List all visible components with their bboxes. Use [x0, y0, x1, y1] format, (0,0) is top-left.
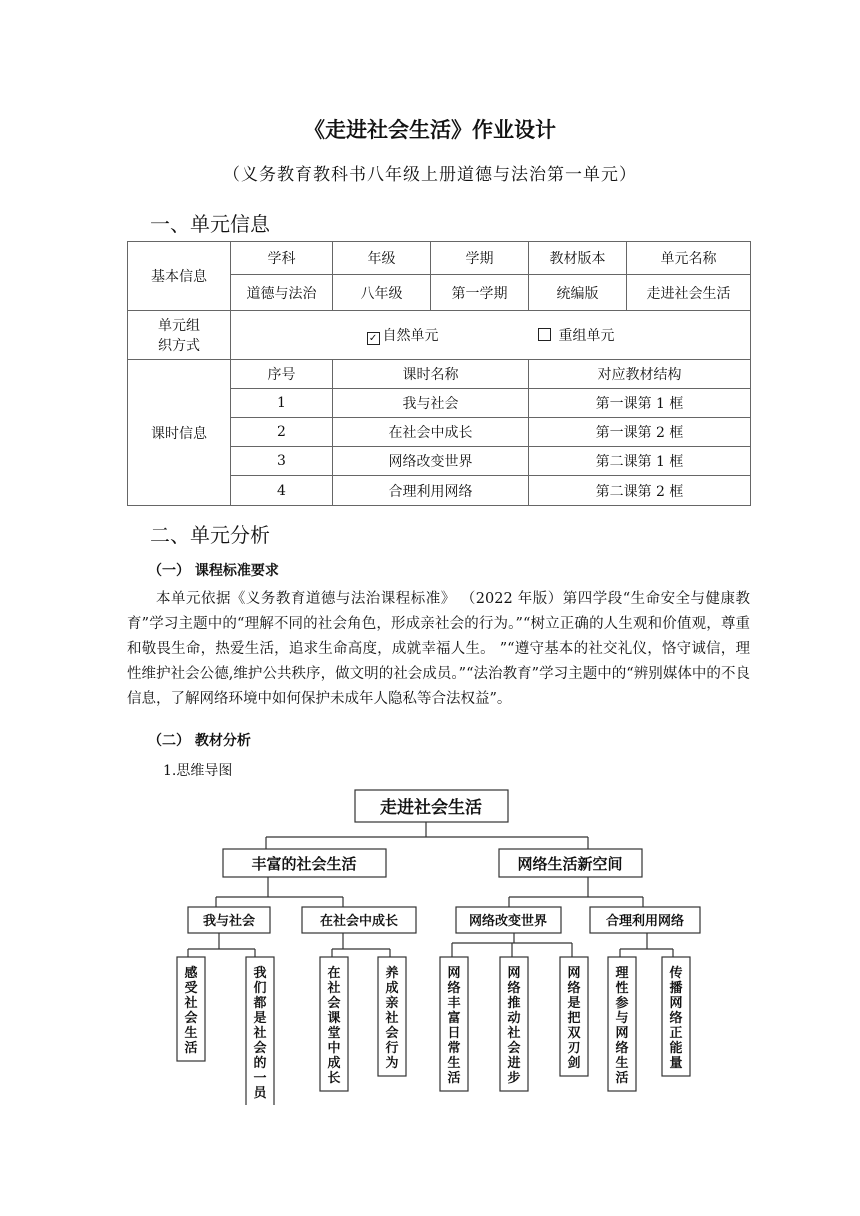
mindmap-leaf: 传播网络正能量 — [669, 966, 683, 1071]
lesson-info-label: 课时信息 — [128, 360, 231, 506]
header-cell: 学科 — [231, 242, 333, 275]
lesson-no: 3 — [231, 447, 333, 476]
document-title: 《走进社会生活》作业设计 — [304, 118, 556, 142]
org-label-line2: 织方式 — [158, 338, 200, 354]
mindmap-leaves — [177, 957, 690, 1105]
value-cell: 道德与法治 — [231, 275, 333, 311]
subheading-textbook: （二） 教材分析 — [148, 733, 251, 749]
lesson-name: 网络改变世界 — [333, 447, 529, 476]
mindmap-branch: 丰富的社会生活 — [251, 855, 357, 873]
header-cell: 单元名称 — [627, 242, 751, 275]
mindmap-topic: 网络改变世界 — [468, 914, 548, 929]
mind-map — [160, 785, 720, 1105]
mindmap-root: 走进社会生活 — [380, 798, 482, 818]
value-cell: 统编版 — [529, 275, 627, 311]
mindmap-topic: 在社会中成长 — [319, 914, 399, 929]
mindmap-leaf: 网络推动社会进步 — [507, 966, 521, 1086]
lesson-header-no: 序号 — [231, 360, 333, 389]
checkbox-icon[interactable] — [538, 328, 551, 341]
option-natural-label: 自然单元 — [382, 328, 439, 344]
lesson-name: 我与社会 — [333, 389, 529, 418]
lesson-structure: 第二课第 1 框 — [529, 447, 751, 476]
option-natural[interactable] — [367, 328, 443, 344]
lesson-structure: 第一课第 2 框 — [529, 418, 751, 447]
mindmap-leaf: 养成亲社会行为 — [385, 966, 399, 1071]
mindmap-topic: 我与社会 — [202, 914, 256, 929]
subheading-curriculum: （一） 课程标准要求 — [148, 563, 279, 579]
basic-info-label: 基本信息 — [128, 242, 231, 311]
lesson-name: 合理利用网络 — [333, 476, 529, 506]
mindmap-branch: 网络生活新空间 — [517, 855, 623, 873]
lesson-no: 1 — [231, 389, 333, 418]
curriculum-text: 本单元依据《义务教育道德与法治课程标准》 （2022 年版）第四学段“生命安全与健康教育”学习主题中的“理解不同的社会角色，形成亲社会的行为。”“树立正确的人生观和价值观，尊重和敬畏生命，热爱生活，追求生命高度，成就幸福人生。 ”“遵守基本的社交礼仪，恪守诚信，理性维护社会公德,维护公共秩序，做文明的社会成员。”“法治教育”学习主题中的“辨别媒体中的不良信息，了解网络环境中如何保护未成年人隐私等合法权益”。 — [127, 591, 750, 707]
lesson-structure: 第二课第 2 框 — [529, 476, 751, 506]
value-cell: 八年级 — [333, 275, 431, 311]
option-regroup[interactable] — [538, 328, 614, 344]
document-subtitle: （义务教育教科书八年级上册道德与法治第一单元） — [223, 165, 637, 185]
org-label-line1: 单元组 — [158, 318, 200, 334]
lesson-structure: 第一课第 1 框 — [529, 389, 751, 418]
lesson-header-structure: 对应教材结构 — [529, 360, 751, 389]
curriculum-paragraph — [127, 587, 750, 712]
lesson-no: 2 — [231, 418, 333, 447]
mindmap-leaf: 网络是把双刃剑 — [567, 966, 581, 1071]
mindmap-leaf: 网络丰富日常生活 — [447, 966, 461, 1086]
mindmap-leaf: 理性参与网络生活 — [615, 966, 629, 1086]
mindmap-leaf: 我们都是社会的一员 — [253, 966, 267, 1101]
checked-box-icon[interactable]: ✓ — [367, 332, 380, 345]
mindmap-label: 1.思维导图 — [163, 763, 233, 779]
value-cell: 走进社会生活 — [627, 275, 751, 311]
section-heading-unit-info: 一、单元信息 — [150, 212, 270, 236]
org-method-options — [231, 311, 751, 360]
header-cell: 年级 — [333, 242, 431, 275]
option-regroup-label: 重组单元 — [558, 328, 615, 344]
section-heading-unit-analysis: 二、单元分析 — [150, 523, 270, 547]
value-cell: 第一学期 — [431, 275, 529, 311]
header-cell: 学期 — [431, 242, 529, 275]
mindmap-leaf: 感受社会生活 — [184, 966, 198, 1056]
mindmap-topic: 合理利用网络 — [605, 914, 685, 929]
org-method-label — [128, 311, 231, 360]
unit-info-table — [127, 241, 751, 506]
lesson-header-name: 课时名称 — [333, 360, 529, 389]
lesson-no: 4 — [231, 476, 333, 506]
lesson-name: 在社会中成长 — [333, 418, 529, 447]
header-cell: 教材版本 — [529, 242, 627, 275]
mindmap-leaf: 在社会课堂中成长 — [327, 966, 341, 1086]
